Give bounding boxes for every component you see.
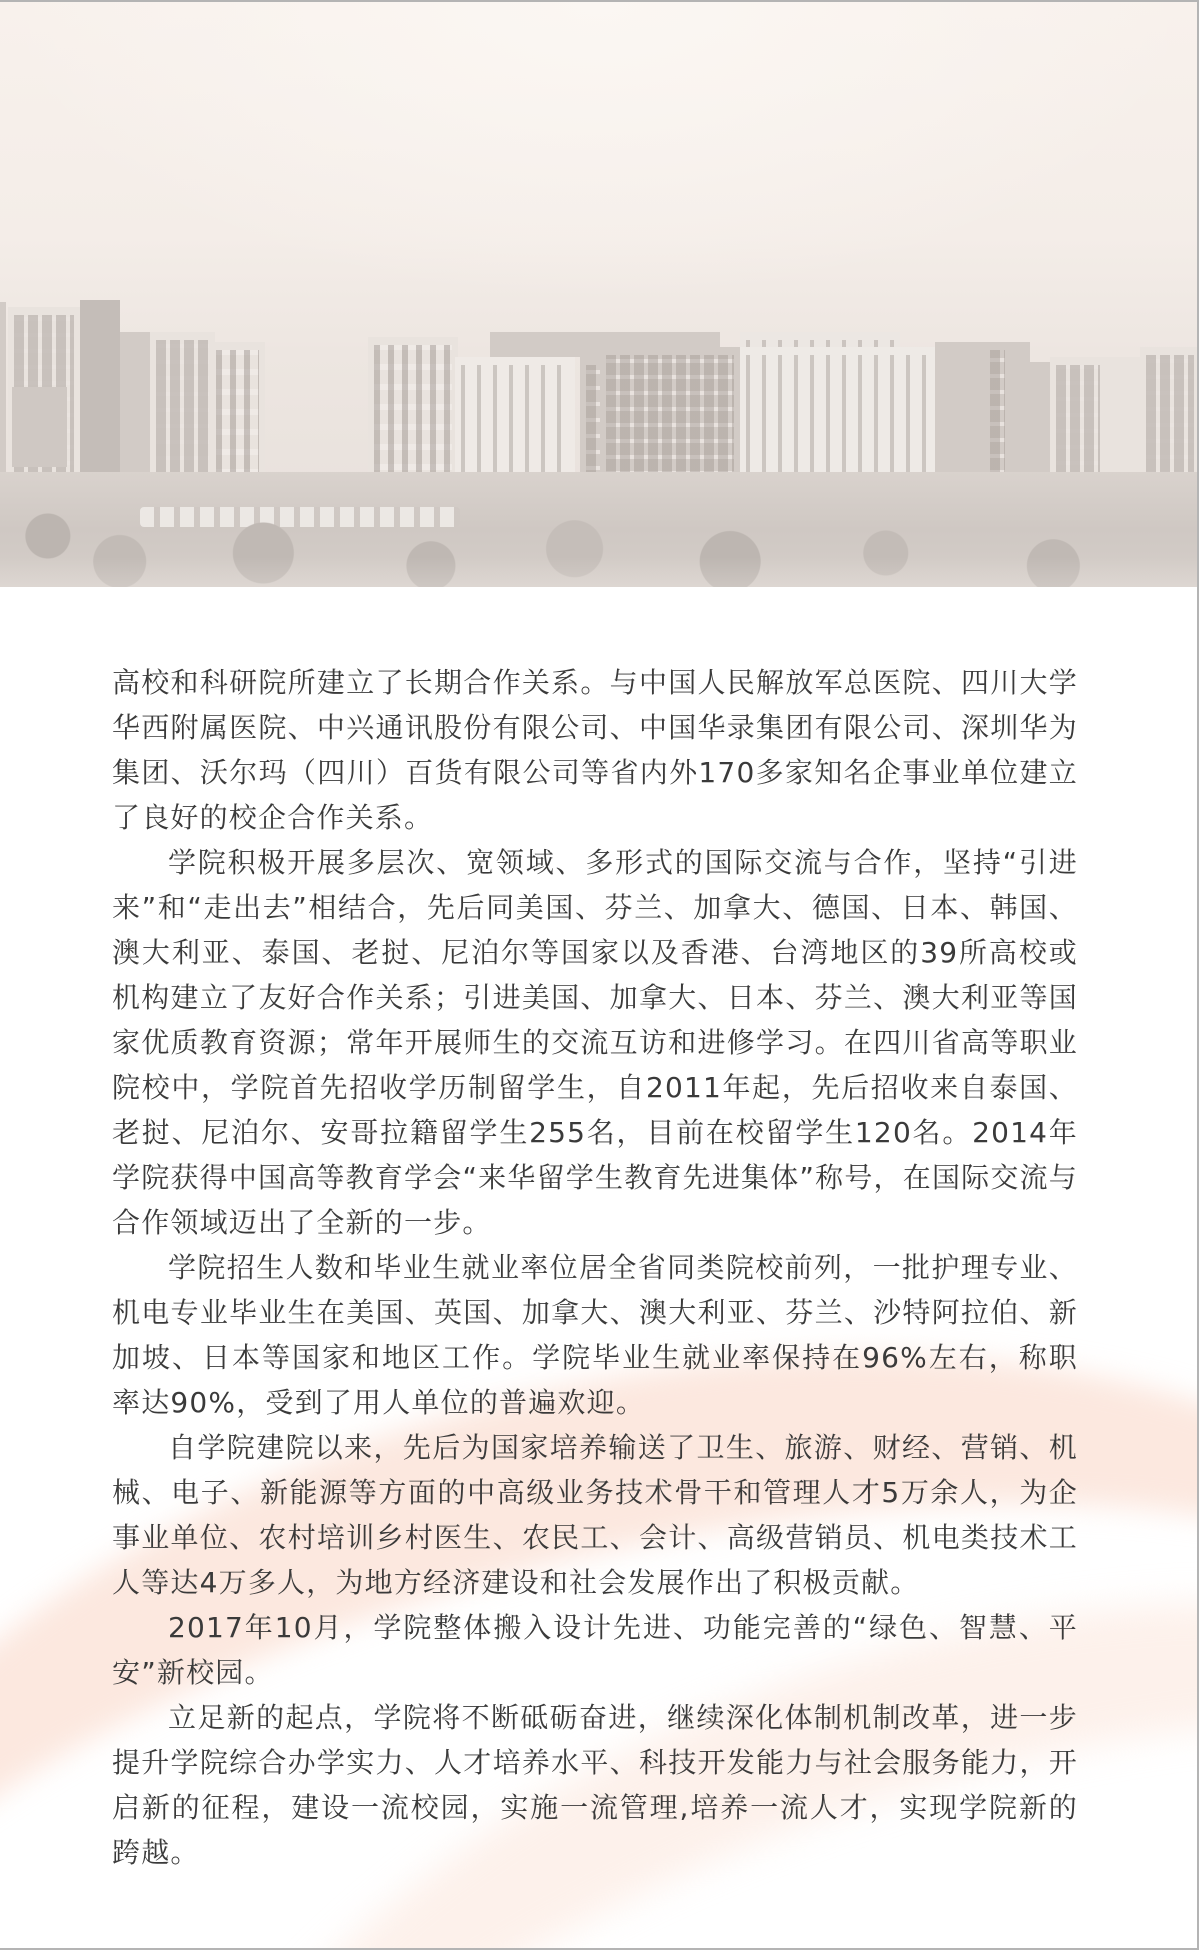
paragraph-training: 自学院建院以来，先后为国家培养输送了卫生、旅游、财经、营销、机械、电子、新能源等方面的中高级业务技术骨干和管理人才5万余人，为企事业单位、农村培训乡村医生、农民工、会计、高级营销员、机电类技术工人等达4万多人，为地方经济建设和社会发展作出了积极贡献。 — [112, 1431, 1078, 1599]
paragraph-international: 学院积极开展多层次、宽领域、多形式的国际交流与合作，坚持“引进来”和“走出去”相结合，先后同美国、芬兰、加拿大、德国、日本、韩国、澳大利亚、泰国、老挝、尼泊尔等国家以及香港、台湾地区的39所高校或机构建立了友好合作关系；引进美国、加拿大、日本、芬兰、澳大利亚等国家优质教育资源；常年开展师生的交流互访和进修学习。在四川省高等职业院校中，学院首先招收学历制留学生，自2011年起，先后招收来自泰国、老挝、尼泊尔、安哥拉籍留学生255名，目前在校留学生120名。2014年学院获得中国高等教育学会“来华留学生教育先进集体”称号，在国际交流与合作领域迈出了全新的一步。 — [112, 846, 1078, 1239]
campus-photo — [0, 2, 1197, 587]
paragraph-partnerships: 高校和科研院所建立了长期合作关系。与中国人民解放军总医院、四川大学华西附属医院、中兴通讯股份有限公司、中国华录集团有限公司、深圳华为集团、沃尔玛（四川）百货有限公司等省内外170多家知名企事业单位建立了良好的校企合作关系。 — [112, 666, 1078, 834]
paragraph-outlook: 立足新的起点，学院将不断砥砺奋进，继续深化体制机制改革，进一步提升学院综合办学实力、人才培养水平、科技开发能力与社会服务能力，开启新的征程，建设一流校园，实施一流管理,培养一流人才，实现学院新的跨越。 — [112, 1701, 1078, 1869]
paragraph-new-campus: 2017年10月，学院整体搬入设计先进、功能完善的“绿色、智慧、平安”新校园。 — [112, 1611, 1078, 1689]
billboard — [12, 387, 67, 467]
sky — [0, 2, 1197, 302]
article-body — [112, 660, 1078, 1875]
photo-fade — [0, 557, 1197, 587]
paragraph-employment: 学院招生人数和毕业生就业率位居全省同类院校前列，一批护理专业、机电专业毕业生在美国、英国、加拿大、澳大利亚、芬兰、沙特阿拉伯、新加坡、日本等国家和地区工作。学院毕业生就业率保持在96%左右，称职率达90%，受到了用人单位的普遍欢迎。 — [112, 1251, 1078, 1419]
